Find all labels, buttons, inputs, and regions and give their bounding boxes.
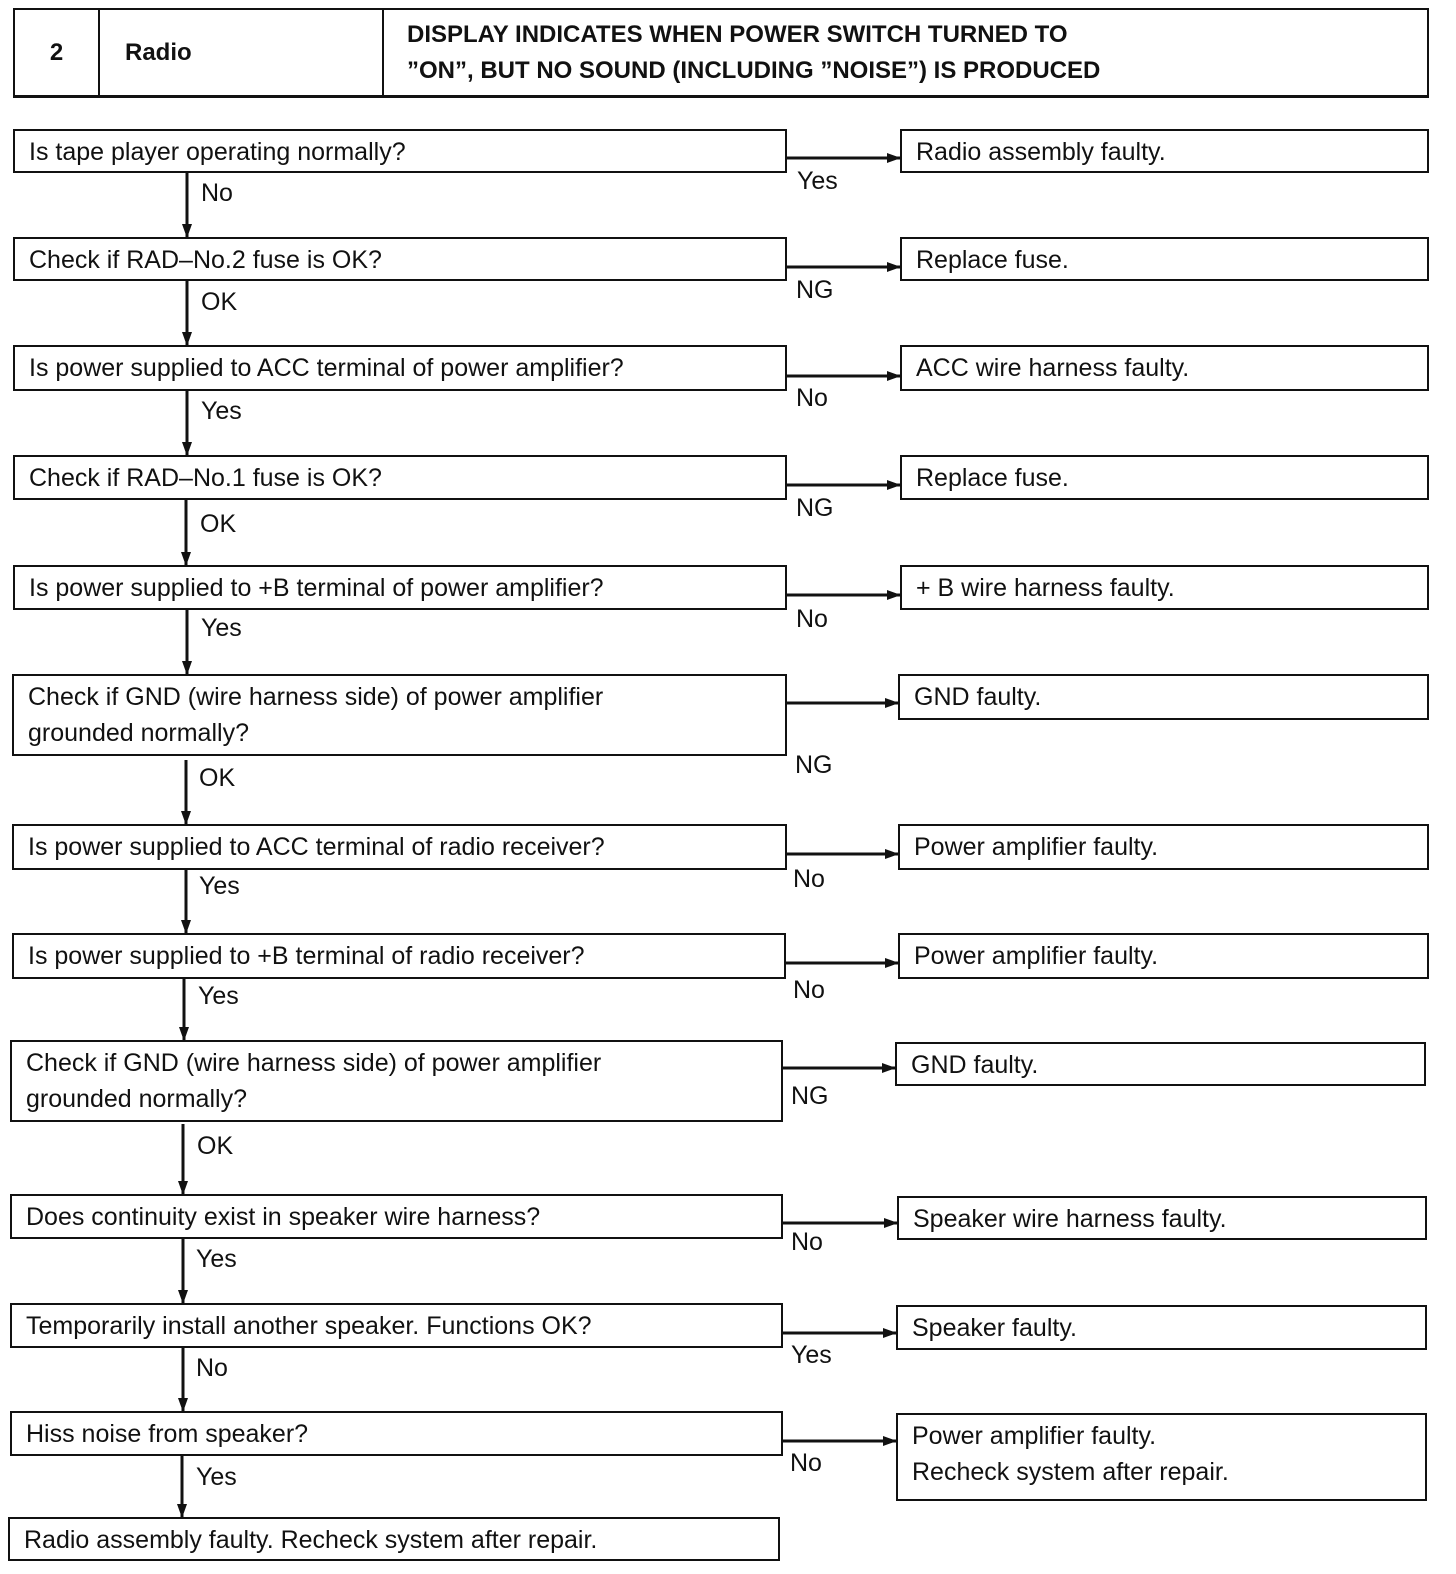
down-branch-label: OK [197,1132,234,1160]
question-text-line2: grounded normally? [26,1085,247,1113]
side-branch-label: NG [796,494,834,522]
final-result-text: Radio assembly faulty. Recheck system after repair. [24,1526,598,1554]
section-title-line2: ”ON”, BUT NO SOUND (INCLUDING ”NOISE”) IS PRODUCED [407,56,1101,84]
side-branch-label: No [793,976,825,1004]
down-branch-label: Yes [198,982,239,1010]
result-text: Speaker faulty. [912,1314,1077,1342]
result-text: ACC wire harness faulty. [916,354,1190,382]
down-branch-label: Yes [201,397,242,425]
down-branch-label: Yes [196,1245,237,1273]
question-text: Is power supplied to ACC terminal of radio receiver? [28,833,605,861]
question-text: Check if RAD–No.2 fuse is OK? [29,246,382,274]
side-branch-label: Yes [791,1341,832,1369]
result-text: + B wire harness faulty. [916,574,1175,602]
question-text: Hiss noise from speaker? [26,1420,309,1448]
down-branch-label: Yes [199,872,240,900]
result-text-line2: Recheck system after repair. [912,1458,1229,1486]
result-text: GND faulty. [911,1051,1039,1079]
down-branch-label: Yes [201,614,242,642]
question-text: Is power supplied to +B terminal of radio receiver? [28,942,585,970]
section-number: 2 [15,10,100,95]
question-text-line1: Check if GND (wire harness side) of power amplifier [26,1049,602,1077]
result-text: Replace fuse. [916,246,1069,274]
question-text: Temporarily install another speaker. Functions OK? [26,1312,592,1340]
side-branch-label: No [796,384,828,412]
question-text: Does continuity exist in speaker wire harness? [26,1203,541,1231]
section-title-line1: DISPLAY INDICATES WHEN POWER SWITCH TURNED TO [407,20,1068,48]
question-text: Is power supplied to ACC terminal of power amplifier? [29,354,624,382]
question-text: Is tape player operating normally? [29,138,406,166]
down-branch-label: OK [199,764,236,792]
result-text: GND faulty. [914,683,1042,711]
side-branch-label: Yes [797,167,838,195]
down-branch-label: No [201,179,233,207]
result-text: Power amplifier faulty. [914,942,1159,970]
down-branch-label: OK [200,510,237,538]
result-text: Radio assembly faulty. [916,138,1166,166]
side-branch-label: No [790,1449,822,1477]
question-text: Is power supplied to +B terminal of power amplifier? [29,574,604,602]
down-branch-label: Yes [196,1463,237,1491]
side-branch-label: NG [795,751,833,779]
side-branch-label: No [796,605,828,633]
question-text-line2: grounded normally? [28,719,249,747]
down-branch-label: No [196,1354,228,1382]
side-branch-label: No [793,865,825,893]
result-text: Speaker wire harness faulty. [913,1205,1227,1233]
side-branch-label: NG [791,1082,829,1110]
side-branch-label: NG [796,276,834,304]
question-text-line1: Check if GND (wire harness side) of power amplifier [28,683,604,711]
question-text: Check if RAD–No.1 fuse is OK? [29,464,382,492]
result-text-line1: Power amplifier faulty. [912,1422,1157,1450]
result-text: Power amplifier faulty. [914,833,1159,861]
section-name: Radio [100,10,384,95]
result-text: Replace fuse. [916,464,1069,492]
side-branch-label: No [791,1228,823,1256]
down-branch-label: OK [201,288,238,316]
